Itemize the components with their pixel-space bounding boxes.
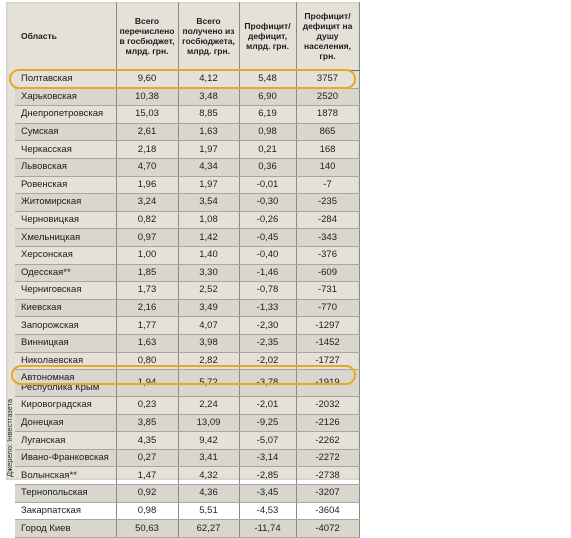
cell-per-capita: 140 [296,158,359,176]
cell-region: Город Киев [15,520,116,538]
cell-sent: 0,27 [116,449,178,467]
table-row [15,414,359,432]
table-row [15,211,359,229]
cell-balance: -4,53 [239,502,296,520]
cell-balance: -3,78 [239,370,296,397]
table-row [15,282,359,300]
cell-sent: 9,60 [116,71,178,89]
cell-per-capita: -1727 [296,352,359,370]
cell-region: Ивано-Франковская [15,449,116,467]
cell-received: 4,34 [178,158,239,176]
cell-received: 4,36 [178,485,239,503]
budget-table [15,2,360,538]
cell-sent: 1,63 [116,334,178,352]
column-header-per-capita: Профицит/ дефицит на душу населения, грн. [296,2,359,71]
cell-per-capita: 168 [296,141,359,159]
cell-sent: 4,35 [116,432,178,450]
cell-per-capita: -2126 [296,414,359,432]
cell-balance: 0,21 [239,141,296,159]
cell-region: Тернопольская [15,485,116,503]
cell-per-capita: -284 [296,211,359,229]
cell-region: Закарпатская [15,502,116,520]
cell-sent: 0,80 [116,352,178,370]
table-row [15,467,359,485]
cell-received: 1,97 [178,141,239,159]
cell-received: 2,82 [178,352,239,370]
column-header-received: Всего получено из госбюджета, млрд. грн. [178,2,239,71]
cell-region: Волынская** [15,467,116,485]
cell-sent: 1,77 [116,317,178,335]
cell-per-capita: 3757 [296,71,359,89]
cell-received: 3,48 [178,88,239,106]
cell-per-capita: -3207 [296,485,359,503]
cell-balance: -2,85 [239,467,296,485]
table-row [15,502,359,520]
cell-sent: 3,85 [116,414,178,432]
cell-sent: 1,94 [116,370,178,397]
cell-sent: 0,98 [116,502,178,520]
cell-sent: 0,82 [116,211,178,229]
cell-sent: 2,18 [116,141,178,159]
cell-balance: -2,35 [239,334,296,352]
cell-received: 4,07 [178,317,239,335]
cell-region: Львовская [15,158,116,176]
cell-region: Сумская [15,123,116,141]
cell-per-capita: -376 [296,246,359,264]
table-header-row [15,2,359,71]
cell-per-capita: -7 [296,176,359,194]
cell-balance: -0,78 [239,282,296,300]
table-row [15,370,359,397]
cell-balance: 6,90 [239,88,296,106]
cell-sent: 4,70 [116,158,178,176]
cell-balance: -11,74 [239,520,296,538]
cell-per-capita: -2272 [296,449,359,467]
cell-received: 3,98 [178,334,239,352]
cell-region: Херсонская [15,246,116,264]
source-caption: Джерело: Інвестгазета [5,398,14,477]
cell-per-capita: -609 [296,264,359,282]
cell-received: 62,27 [178,520,239,538]
cell-sent: 2,16 [116,299,178,317]
table-body [15,71,359,538]
cell-sent: 0,23 [116,397,178,415]
table-row [15,88,359,106]
cell-region: Запорожская [15,317,116,335]
table-row [15,264,359,282]
table-row [15,194,359,212]
cell-balance: 0,36 [239,158,296,176]
cell-region: Черновицкая [15,211,116,229]
cell-balance: -1,46 [239,264,296,282]
cell-balance: -3,45 [239,485,296,503]
cell-balance: -1,33 [239,299,296,317]
cell-sent: 1,47 [116,467,178,485]
cell-sent: 3,24 [116,194,178,212]
cell-region: Харьковская [15,88,116,106]
cell-received: 1,40 [178,246,239,264]
cell-region: Хмельницкая [15,229,116,247]
cell-sent: 1,85 [116,264,178,282]
column-header-balance: Профицит/ дефицит, млрд. грн. [239,2,296,71]
cell-received: 2,24 [178,397,239,415]
newspaper-clipping [5,2,360,534]
cell-region: Автономная Республика Крым [15,370,116,397]
cell-received: 3,54 [178,194,239,212]
cell-received: 3,41 [178,449,239,467]
cell-balance: -0,45 [239,229,296,247]
column-header-region: Область [15,2,116,71]
cell-received: 13,09 [178,414,239,432]
cell-region: Николаевская [15,352,116,370]
cell-sent: 50,63 [116,520,178,538]
cell-sent: 1,96 [116,176,178,194]
table-row [15,317,359,335]
cell-received: 2,52 [178,282,239,300]
cell-region: Луганская [15,432,116,450]
column-header-sent: Всего перечислено в госбюджет, млрд. грн. [116,2,178,71]
cell-region: Черкасская [15,141,116,159]
cell-per-capita: 1878 [296,106,359,124]
table-row [15,520,359,538]
cell-received: 4,32 [178,467,239,485]
cell-balance: -2,30 [239,317,296,335]
cell-received: 1,97 [178,176,239,194]
cell-received: 8,85 [178,106,239,124]
table-row [15,246,359,264]
cell-per-capita: -4072 [296,520,359,538]
cell-balance: -3,14 [239,449,296,467]
cell-per-capita: -2262 [296,432,359,450]
table-row [15,71,359,89]
cell-per-capita: -343 [296,229,359,247]
cell-balance: -0,01 [239,176,296,194]
cell-received: 9,42 [178,432,239,450]
cell-sent: 15,03 [116,106,178,124]
cell-balance: 6,19 [239,106,296,124]
cell-received: 3,30 [178,264,239,282]
cell-region: Житомирская [15,194,116,212]
table-row [15,485,359,503]
cell-sent: 1,73 [116,282,178,300]
cell-region: Одесская** [15,264,116,282]
cell-balance: -2,01 [239,397,296,415]
cell-received: 5,51 [178,502,239,520]
cell-received: 1,08 [178,211,239,229]
cell-balance: 5,48 [239,71,296,89]
cell-balance: -5,07 [239,432,296,450]
cell-per-capita: -1919 [296,370,359,397]
cell-per-capita: -2738 [296,467,359,485]
cell-region: Винницкая [15,334,116,352]
cell-per-capita: -235 [296,194,359,212]
table-row [15,229,359,247]
cell-balance: 0,98 [239,123,296,141]
table-row [15,299,359,317]
cell-sent: 2,61 [116,123,178,141]
cell-region: Ровенская [15,176,116,194]
table-row [15,334,359,352]
cell-region: Черниговская [15,282,116,300]
table-row [15,176,359,194]
cell-balance: -9,25 [239,414,296,432]
cell-balance: -0,40 [239,246,296,264]
cell-balance: -2,02 [239,352,296,370]
cell-region: Кировоградская [15,397,116,415]
cell-balance: -0,30 [239,194,296,212]
cell-region: Полтавская [15,71,116,89]
cell-received: 5,72 [178,370,239,397]
cell-per-capita: -1452 [296,334,359,352]
cell-region: Киевская [15,299,116,317]
cell-per-capita: -1297 [296,317,359,335]
cell-per-capita: -731 [296,282,359,300]
table-row [15,432,359,450]
cell-region: Донецкая [15,414,116,432]
cell-sent: 1,00 [116,246,178,264]
cell-received: 1,63 [178,123,239,141]
table-row [15,397,359,415]
cell-sent: 10,38 [116,88,178,106]
cell-per-capita: -770 [296,299,359,317]
cell-balance: -0,26 [239,211,296,229]
cell-per-capita: 2520 [296,88,359,106]
cell-region: Днепропетровская [15,106,116,124]
table-row [15,352,359,370]
cell-sent: 0,92 [116,485,178,503]
table-row [15,158,359,176]
table-row [15,449,359,467]
cell-received: 3,49 [178,299,239,317]
table-row [15,123,359,141]
cell-received: 4,12 [178,71,239,89]
cell-per-capita: 865 [296,123,359,141]
cell-sent: 0,97 [116,229,178,247]
cell-per-capita: -3604 [296,502,359,520]
cell-per-capita: -2032 [296,397,359,415]
cell-received: 1,42 [178,229,239,247]
table-row [15,106,359,124]
table-row [15,141,359,159]
